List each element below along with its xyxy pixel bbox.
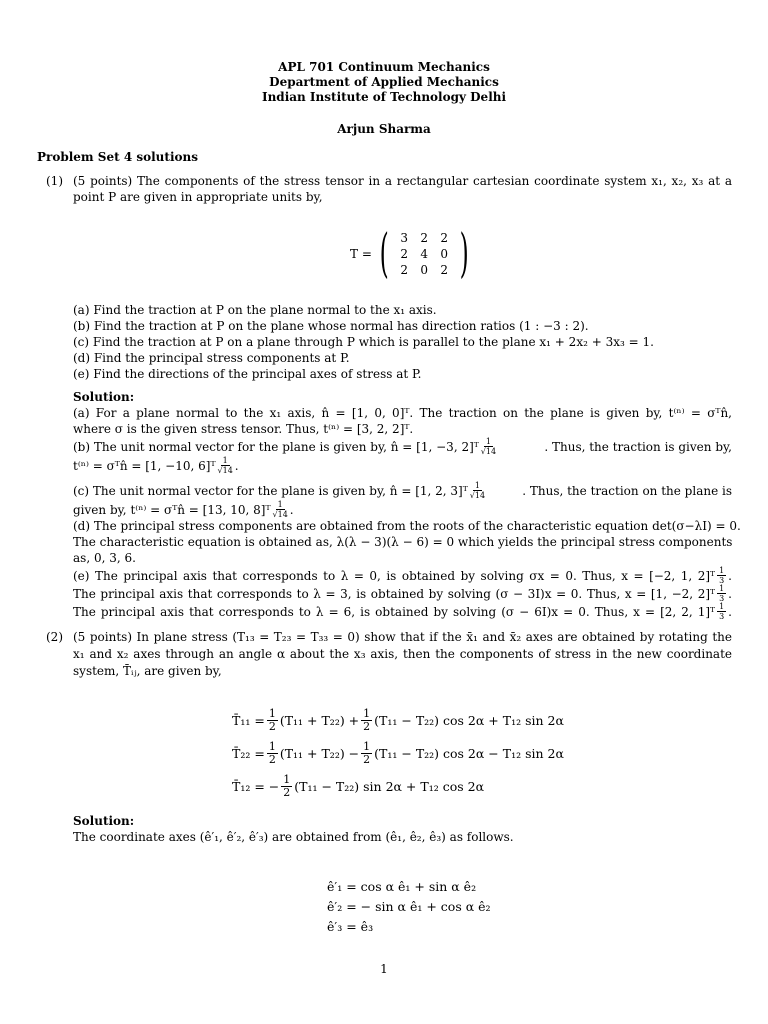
half-fraction (267, 708, 278, 733)
solution-b-text-end: . Thus, the traction is given by, (544, 439, 732, 454)
fraction-denominator: √14 (217, 466, 233, 475)
solution-d-line-2: The characteristic equation is obtained as, λ(λ − 3)(λ − 6) = 0 which yields the principal stress components (73, 535, 733, 549)
half-fraction (361, 741, 372, 766)
basis-eq-1: ê′₁ = cos α ê₁ + sin α ê₂ (327, 879, 477, 894)
equation-lhs: T̄₁₁ = (232, 713, 265, 728)
fraction-numerator: 1 (474, 481, 480, 490)
equation-end: (T₁₁ − T₂₂) cos 2α − T₁₂ sin 2α (374, 746, 564, 761)
fraction (218, 456, 233, 475)
solution-2-label: Solution: (73, 814, 135, 828)
solution-c-text-end: . Thus, the traction on the plane is (522, 483, 732, 498)
right-paren: ) (459, 224, 469, 284)
author-name: Arjun Sharma (337, 122, 431, 136)
solution-a-line-1: (a) For a plane normal to the x₁ axis, n̂ = [1, 0, 0]ᵀ. The traction on the plane is given by, t⁽ⁿ⁾ = σᵀn̂, (73, 406, 732, 420)
stress-tensor-matrix (350, 224, 474, 284)
basis-eq-3: ê′₃ = ê₃ (327, 919, 374, 934)
fraction-denominator: 2 (363, 720, 371, 733)
fraction-numerator: 1 (222, 456, 228, 465)
problem-1-label: (1) (46, 174, 63, 188)
matrix-grid (394, 231, 454, 277)
half-fraction (267, 741, 278, 766)
fraction-denominator: 3 (719, 594, 725, 603)
period: . (289, 502, 294, 517)
solution-e-text-3: The principal axis that corresponds to λ = 6, is obtained by solving (σ − 6I)x = 0. Thus, x = [2, 2, 1]ᵀ (73, 604, 716, 619)
fraction-denominator: √14 (469, 491, 486, 500)
equation-lhs: T̄₂₂ = (232, 746, 265, 761)
problem-2-statement-line-1: (5 points) In plane stress (T₁₃ = T₂₃ = T₃₃ = 0) show that if the x̄₁ and x̄₂ axes are obtained by rotating the (73, 630, 732, 644)
fraction (717, 566, 726, 585)
fraction (470, 481, 485, 500)
period: . (728, 604, 732, 619)
equation-mid: (T₁₁ + T₂₂) + (279, 713, 360, 728)
period: . (728, 586, 732, 601)
solution-a-line-2: where σ is the given stress tensor. Thus, t⁽ⁿ⁾ = [3, 2, 2]ᵀ. (73, 422, 414, 436)
fraction-denominator: √14 (272, 510, 288, 519)
half-fraction (361, 708, 372, 733)
fraction-numerator: 1 (277, 500, 283, 509)
equation-t12 (232, 774, 484, 799)
solution-c-result: given by, t⁽ⁿ⁾ = σᵀn̂ = [13, 10, 8]ᵀ (73, 502, 271, 517)
fraction-numerator: 1 (485, 437, 491, 446)
course-title: APL 701 Continuum Mechanics (278, 60, 490, 74)
fraction-numerator: 1 (268, 740, 276, 753)
fraction (273, 500, 288, 519)
fraction-numerator: 1 (719, 602, 725, 611)
matrix-cell: 2 (440, 231, 448, 245)
fraction-denominator: 2 (268, 720, 276, 733)
fraction-denominator: 3 (719, 576, 725, 585)
half-fraction (281, 774, 292, 799)
fraction-denominator: 3 (719, 612, 725, 621)
question-e: (e) Find the directions of the principal axes of stress at P. (73, 367, 422, 381)
period: . (728, 568, 732, 583)
fraction (717, 584, 726, 603)
institute-name: Indian Institute of Technology Delhi (261, 90, 507, 104)
matrix-cell: 2 (420, 231, 428, 245)
matrix-cell: 2 (400, 247, 408, 261)
fraction-denominator: 2 (363, 753, 371, 766)
equation-mid: (T₁₁ + T₂₂) − (279, 746, 360, 761)
fraction-numerator: 1 (363, 707, 371, 720)
fraction-denominator: √14 (480, 447, 497, 456)
period: . (234, 458, 239, 473)
question-a: (a) Find the traction at P on the plane normal to the x₁ axis. (73, 303, 437, 317)
matrix-cell: 4 (420, 247, 428, 261)
fraction-numerator: 1 (363, 740, 371, 753)
solution-2-intro: The coordinate axes (ê′₁, ê′₂, ê′₃) are obtained from (ê₁, ê₂, ê₃) as follows. (73, 830, 514, 844)
solution-e-text-1: (e) The principal axis that corresponds to λ = 0, is obtained by solving σx = 0. Thus, x = [−2, 1, 2]ᵀ (73, 568, 716, 583)
solution-d-line-1: (d) The principal stress components are obtained from the roots of the characteristic equation det(σ−λI) = 0. (73, 519, 741, 533)
matrix-cell: 2 (440, 263, 448, 277)
solution-d-line-3: as, 0, 3, 6. (73, 551, 136, 565)
left-paren: ( (379, 224, 389, 284)
basis-eq-2: ê′₂ = − sin α ê₁ + cos α ê₂ (327, 899, 491, 914)
fraction (481, 437, 496, 456)
solution-c-line-1 (73, 481, 732, 500)
matrix-cell: 0 (420, 263, 428, 277)
solution-b-text: (b) The unit normal vector for the plane is given by, n̂ = [1, −3, 2]ᵀ (73, 439, 479, 454)
fraction-numerator: 1 (283, 773, 291, 786)
fraction-denominator: 2 (268, 753, 276, 766)
equation-lhs: T̄₁₂ = − (232, 779, 280, 794)
solution-e-line-1 (73, 566, 732, 585)
solution-e-line-3 (73, 602, 732, 621)
question-c: (c) Find the traction at P on a plane through P which is parallel to the plane x₁ + 2x₂ + 3x₃ = 1. (73, 335, 654, 349)
solution-1-label: Solution: (73, 390, 135, 404)
problem-1-statement-line-2: point P are given in appropriate units by, (73, 190, 323, 204)
problem-2-label: (2) (46, 630, 63, 644)
question-b: (b) Find the traction at P on the plane whose normal has direction ratios (1 : −3 : 2). (73, 319, 589, 333)
solution-c-text: (c) The unit normal vector for the plane is given by, n̂ = [1, 2, 3]ᵀ (73, 483, 468, 498)
equation-end: (T₁₁ − T₂₂) sin 2α + T₁₂ cos 2α (294, 779, 485, 794)
problem-set-title: Problem Set 4 solutions (37, 150, 198, 164)
solution-e-line-2 (73, 584, 732, 603)
fraction-denominator: 2 (283, 786, 291, 799)
equation-t11 (232, 708, 564, 733)
fraction-numerator: 1 (719, 584, 725, 593)
matrix-cell: 3 (400, 231, 408, 245)
matrix-lhs: T = (350, 247, 372, 261)
equation-end: (T₁₁ − T₂₂) cos 2α + T₁₂ sin 2α (374, 713, 564, 728)
fraction-numerator: 1 (268, 707, 276, 720)
question-d: (d) Find the principal stress components at P. (73, 351, 350, 365)
problem-2-statement-line-2: x₁ and x₂ axes through an angle α about the x₃ axis, then the components of stress in the new coordinate (73, 647, 732, 661)
solution-b-result: t⁽ⁿ⁾ = σᵀn̂ = [1, −10, 6]ᵀ (73, 458, 216, 473)
solution-b-line-1 (73, 437, 732, 456)
department-name: Department of Applied Mechanics (269, 75, 499, 89)
problem-2-statement-line-3: system, T̄ᵢⱼ, are given by, (73, 664, 222, 678)
equation-t22 (232, 741, 564, 766)
problem-1-statement-line-1: (5 points) The components of the stress tensor in a rectangular cartesian coordinate system x₁, x₂, x₃ at a (73, 174, 732, 188)
matrix-cell: 0 (440, 247, 448, 261)
solution-c-line-2 (73, 500, 294, 519)
solution-e-text-2: The principal axis that corresponds to λ = 3, is obtained by solving (σ − 3I)x = 0. Thus, x = [1, −2, 2]ᵀ (73, 586, 716, 601)
page-number: 1 (380, 962, 388, 976)
solution-b-line-2 (73, 456, 239, 475)
fraction (717, 602, 726, 621)
fraction-numerator: 1 (719, 566, 725, 575)
matrix-cell: 2 (400, 263, 408, 277)
